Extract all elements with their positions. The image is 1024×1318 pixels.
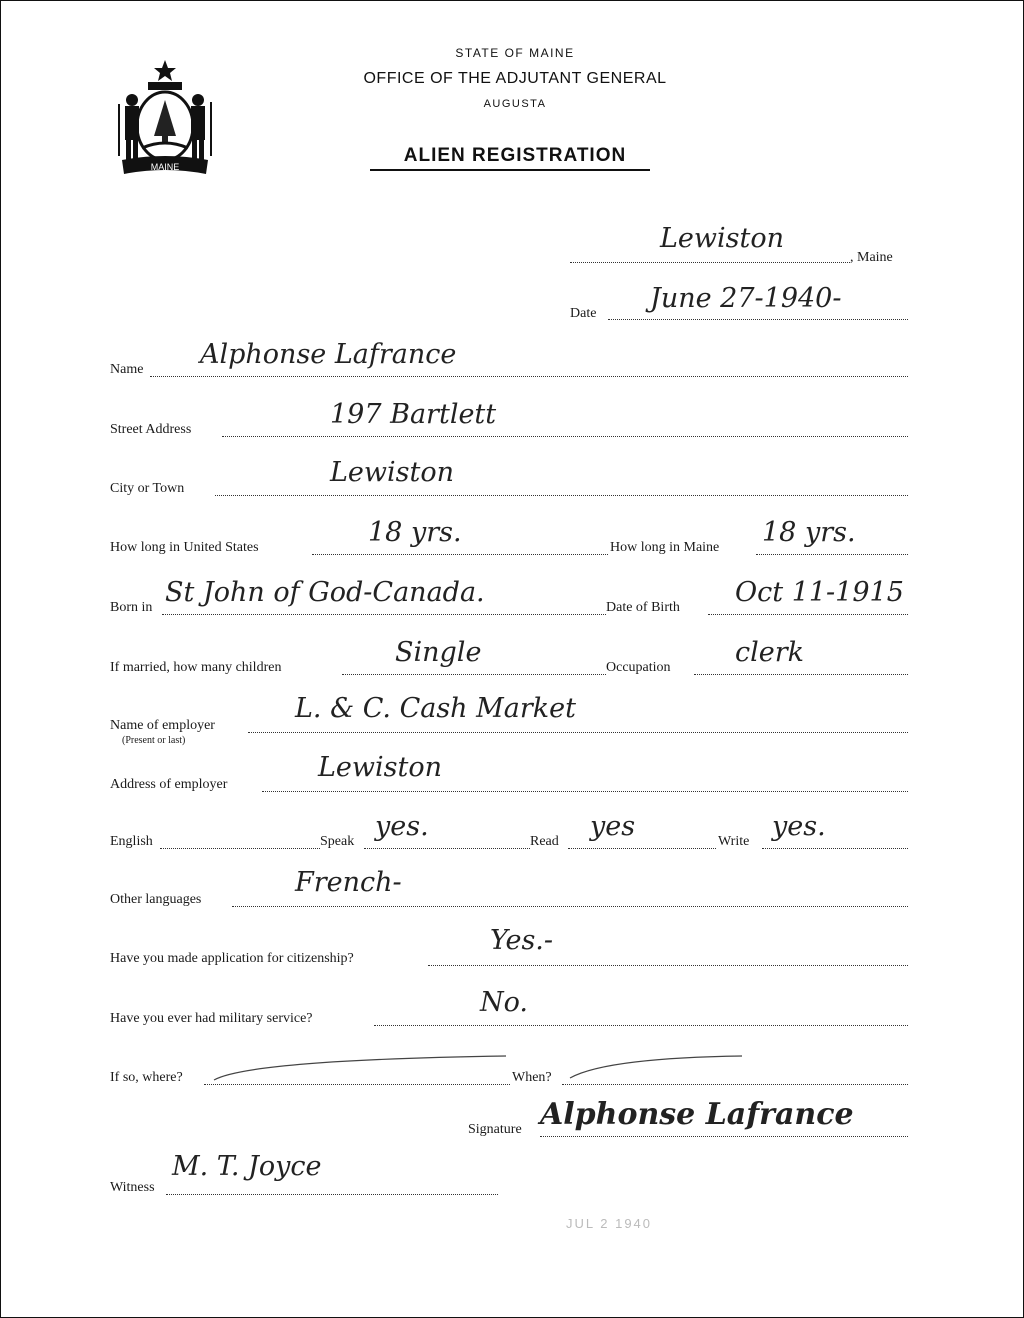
where-strike-mark [210, 1052, 510, 1084]
street-line [222, 436, 908, 437]
write-line [762, 848, 908, 849]
how-long-us-line [312, 554, 608, 555]
street-label: Street Address [110, 422, 192, 437]
english-label: English [110, 834, 153, 849]
header-office: OFFICE OF THE ADJUTANT GENERAL [363, 70, 667, 87]
date-label: Date [570, 306, 597, 321]
employer-note: (Present or last) [122, 735, 186, 746]
signature-label: Signature [468, 1122, 522, 1137]
how-long-maine-label: How long in Maine [610, 540, 720, 555]
other-languages-line [232, 906, 908, 907]
signature-line [540, 1136, 908, 1137]
if-so-where-label: If so, where? [110, 1070, 183, 1085]
write-value: yes. [772, 811, 826, 842]
how-long-maine-line [756, 554, 908, 555]
title-underline [370, 169, 650, 171]
employer-label: Name of employer [110, 718, 215, 733]
maine-label: , Maine [850, 250, 893, 265]
dob-line [708, 614, 908, 615]
citizenship-line [428, 965, 908, 966]
children-label: If married, how many children [110, 660, 282, 675]
when-strike-mark [566, 1052, 746, 1082]
born-value: St John of God-Canada. [165, 577, 485, 608]
city-line [215, 495, 908, 496]
speak-label: Speak [320, 834, 355, 849]
employer-address-label: Address of employer [110, 777, 228, 792]
how-long-maine-value: 18 yrs. [762, 517, 856, 548]
if-so-where-line [204, 1084, 510, 1085]
signature-value: Alphonse Lafrance [540, 1097, 854, 1132]
witness-label: Witness [110, 1180, 155, 1195]
born-label: Born in [110, 600, 153, 615]
witness-value: M. T. Joyce [172, 1151, 322, 1182]
born-line [162, 614, 606, 615]
received-stamp: JUL 2 1940 [566, 1216, 653, 1231]
employer-address-value: Lewiston [318, 752, 443, 783]
form-title: ALIEN REGISTRATION [403, 145, 627, 166]
town-line [570, 262, 850, 263]
seal-banner-text: MAINE [150, 162, 180, 172]
read-value: yes [590, 811, 636, 842]
read-label: Read [530, 834, 559, 849]
occupation-line [694, 674, 908, 675]
city-label: City or Town [110, 481, 185, 496]
read-line [568, 848, 716, 849]
when-line [562, 1084, 908, 1085]
name-line [150, 376, 908, 377]
military-value: No. [480, 987, 528, 1018]
city-value: Lewiston [330, 457, 455, 488]
speak-line [364, 848, 530, 849]
town-value: Lewiston [660, 223, 785, 254]
date-line [608, 319, 908, 320]
how-long-us-value: 18 yrs. [368, 517, 462, 548]
other-languages-label: Other languages [110, 892, 202, 907]
employer-address-line [262, 791, 908, 792]
english-line [160, 848, 320, 849]
children-value: Single [395, 637, 482, 668]
other-languages-value: French- [295, 867, 402, 898]
header-city: AUGUSTA [483, 98, 547, 110]
when-label: When? [512, 1070, 552, 1085]
occupation-value: clerk [735, 637, 805, 668]
how-long-us-label: How long in United States [110, 540, 259, 555]
military-line [374, 1025, 908, 1026]
dob-value: Oct 11-1915 [735, 577, 904, 608]
employer-value: L. & C. Cash Market [295, 693, 576, 724]
maine-state-seal [110, 56, 220, 182]
children-line [342, 674, 606, 675]
name-label: Name [110, 362, 144, 377]
citizenship-value: Yes.- [490, 925, 554, 956]
header-state: STATE OF MAINE [455, 46, 575, 60]
speak-value: yes. [375, 811, 429, 842]
write-label: Write [718, 834, 750, 849]
name-value: Alphonse Lafrance [200, 339, 457, 370]
citizenship-label: Have you made application for citizenship? [110, 951, 354, 966]
street-value: 197 Bartlett [330, 399, 497, 430]
dob-label: Date of Birth [606, 600, 680, 615]
employer-line [248, 732, 908, 733]
date-value: June 27-1940- [650, 283, 842, 314]
military-label: Have you ever had military service? [110, 1011, 313, 1026]
witness-line [166, 1194, 498, 1195]
occupation-label: Occupation [606, 660, 671, 675]
